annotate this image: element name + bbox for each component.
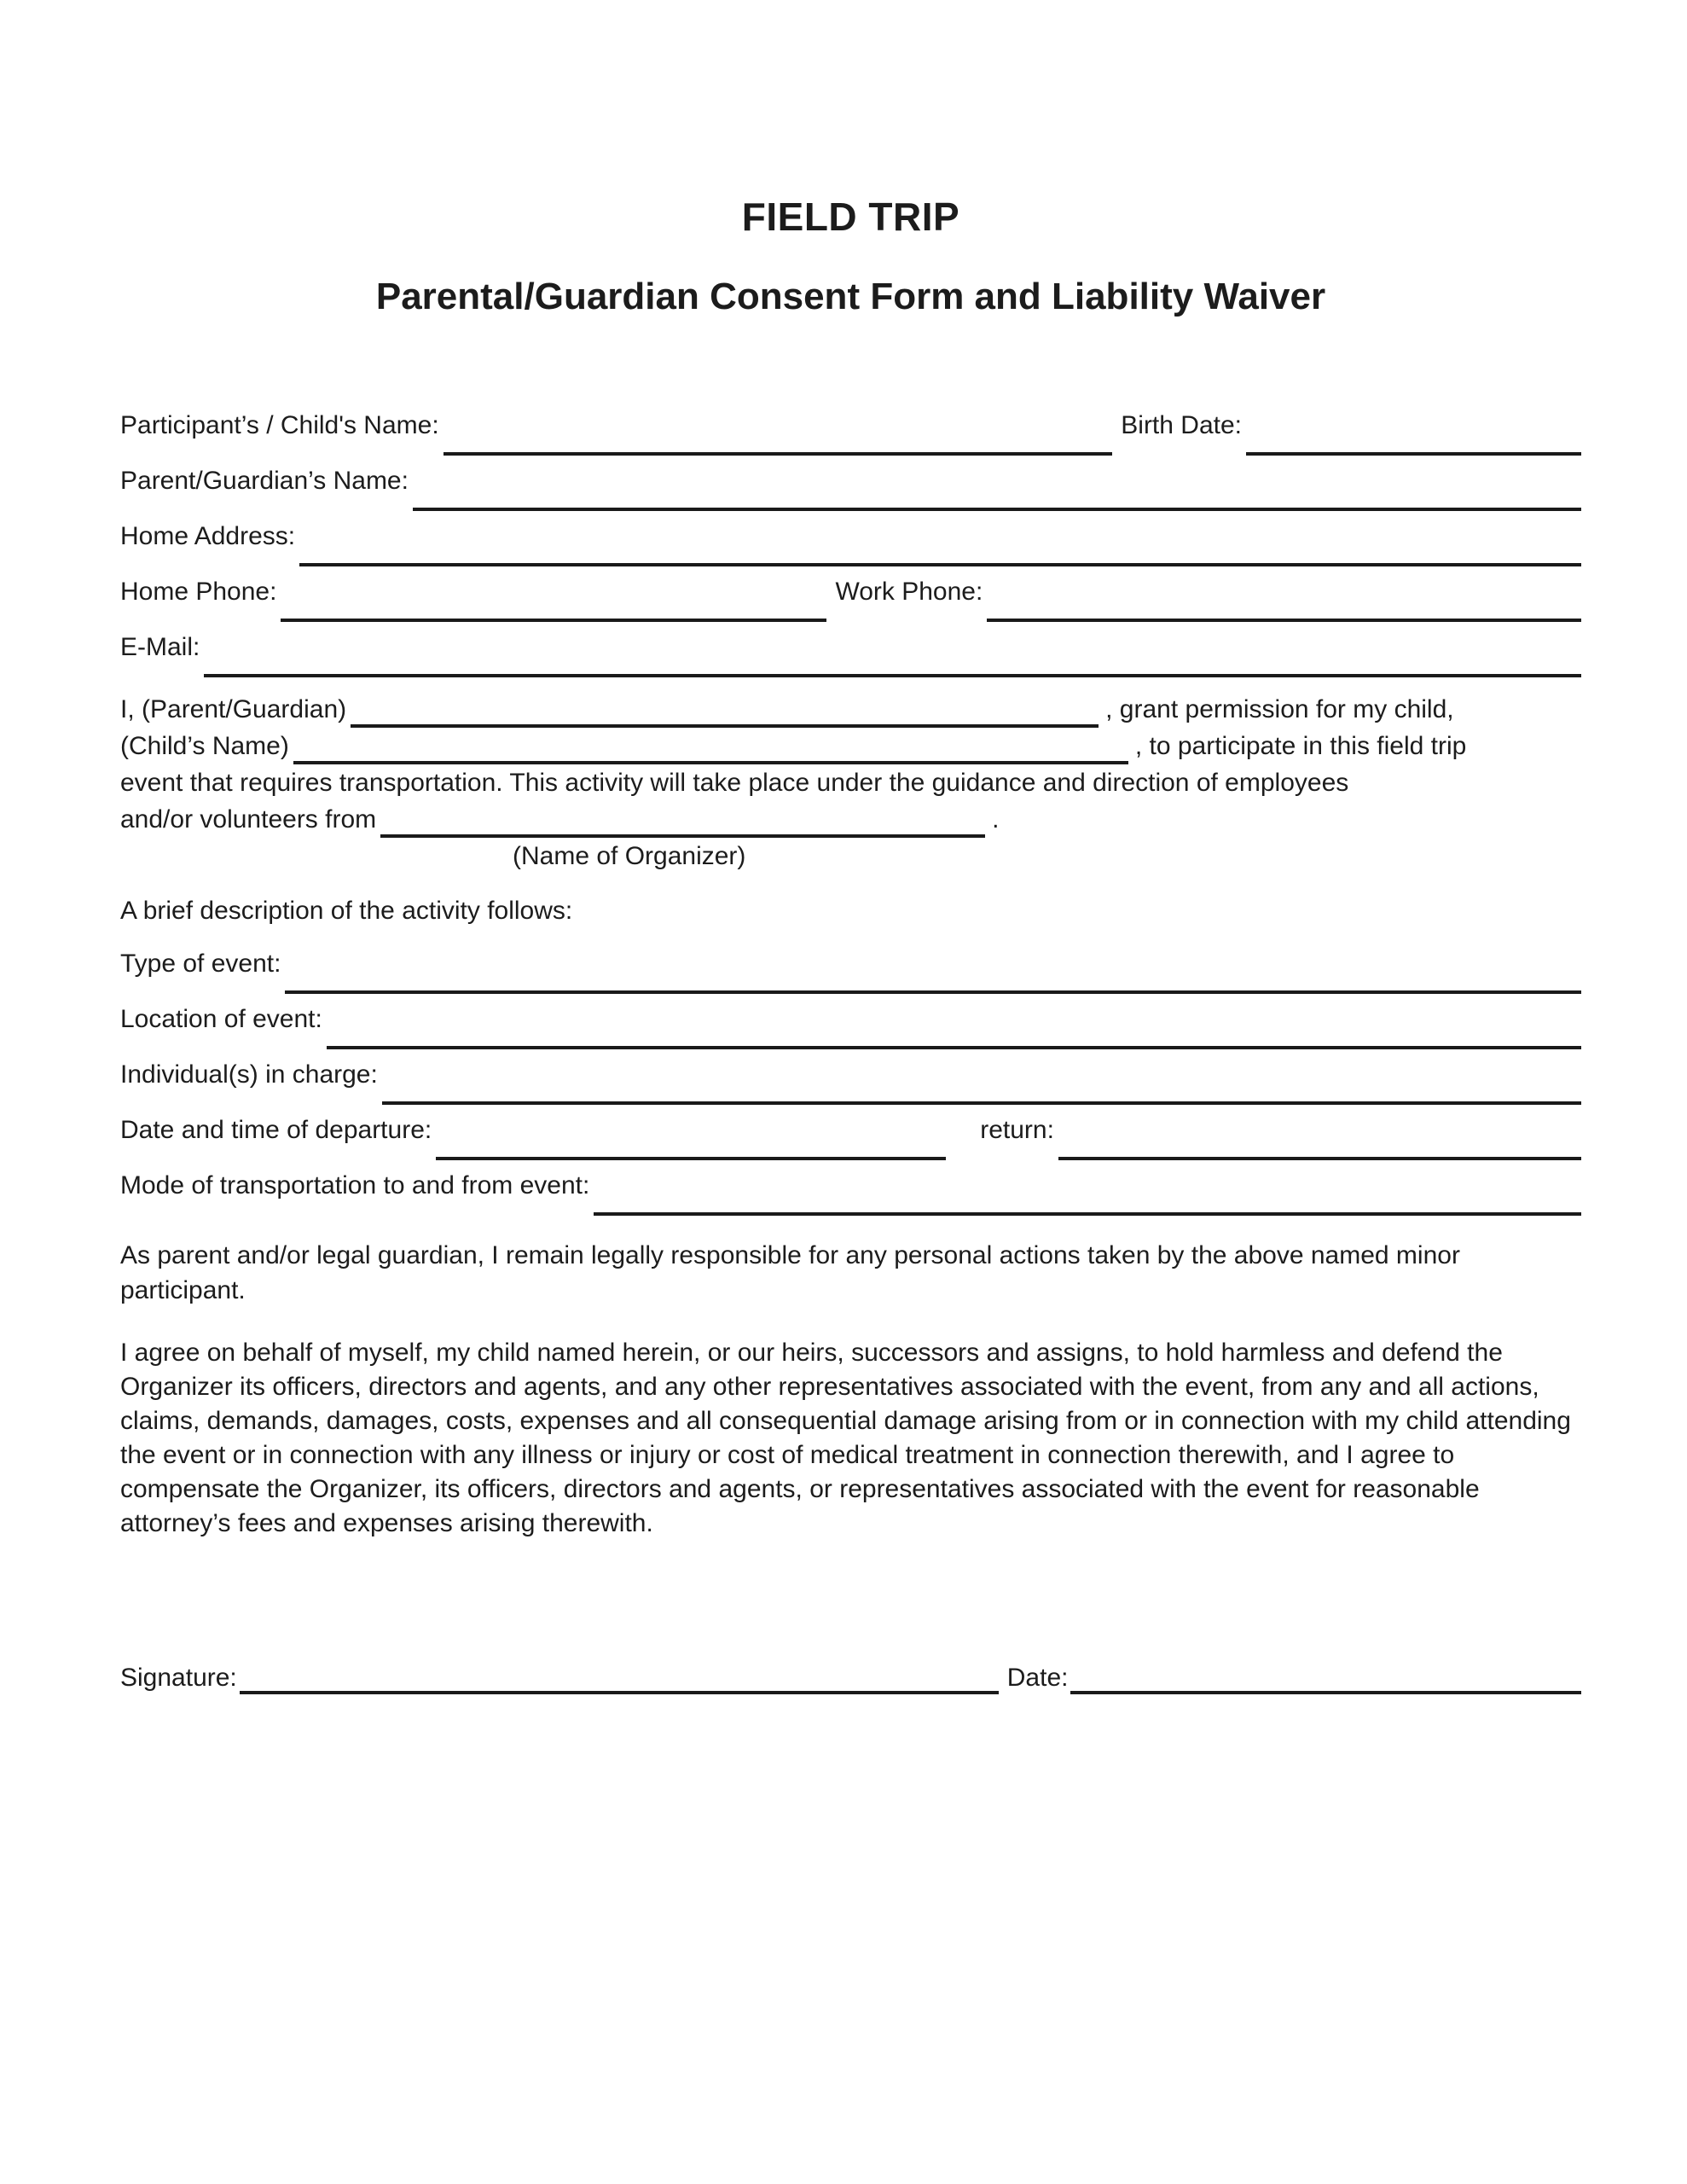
parent-guardian-name-row — [120, 465, 1581, 497]
transportation-mode-row — [120, 1170, 1581, 1202]
permission-line-2 — [120, 728, 1581, 764]
individuals-in-charge-label: Individual(s) in charge: — [120, 1060, 378, 1089]
birth-date-label: Birth Date: — [1121, 411, 1242, 439]
permission-line-3 — [120, 764, 1581, 801]
participant-name-row — [120, 410, 1581, 442]
activity-details-section — [120, 948, 1581, 1202]
parent-guardian-inline-field[interactable] — [351, 724, 1099, 728]
type-of-event-label: Type of event: — [120, 950, 281, 978]
signature-field[interactable] — [240, 1691, 999, 1694]
participant-name-field[interactable] — [443, 452, 1113, 456]
activity-intro: A brief description of the activity follows: — [120, 897, 573, 925]
transportation-mode-field[interactable] — [594, 1212, 1581, 1216]
signature-row — [120, 1662, 1581, 1694]
work-phone-field[interactable] — [987, 619, 1581, 622]
departure-return-row — [120, 1114, 1581, 1147]
home-address-field[interactable] — [299, 563, 1581, 566]
permission-line1-continuation: , grant permission for my child, — [1105, 695, 1454, 723]
signature-label: Signature: — [120, 1664, 237, 1692]
individuals-in-charge-field[interactable] — [382, 1101, 1581, 1105]
parent-guardian-name-field[interactable] — [413, 508, 1581, 511]
organizer-caption: (Name of Organizer) — [513, 842, 746, 870]
birth-date-field[interactable] — [1246, 452, 1581, 456]
home-address-row — [120, 520, 1581, 553]
type-of-event-field[interactable] — [285, 990, 1581, 994]
permission-line-4 — [120, 801, 1581, 838]
legal-paragraph-hold-harmless: I agree on behalf of myself, my child named herein, or our heirs, successors and assigns, to hold harmless and defend the Organizer its officers, directors and agents, and any other representatives associated with the event, from any and all actions, claims, demands, damages, costs, expenses and all consequential damage arising from or in connection with my child attending the event or in connection with any illness or injury or cost of medical treatment in connection therewith, and I agree to compensate the Organizer, its officers, directors and agents, or representatives associated with the event for reasonable attorney’s fees and expenses arising therewith. — [120, 1339, 1571, 1537]
home-phone-label: Home Phone: — [120, 578, 277, 606]
email-row — [120, 631, 1581, 664]
participant-name-label: Participant’s / Child's Name: — [120, 411, 439, 439]
location-of-event-field[interactable] — [327, 1046, 1581, 1049]
home-phone-field[interactable] — [281, 619, 826, 622]
email-label: E-Mail: — [120, 633, 200, 661]
parent-guardian-name-label: Parent/Guardian’s Name: — [120, 467, 409, 495]
individuals-in-charge-row — [120, 1059, 1581, 1091]
location-of-event-label: Location of event: — [120, 1005, 322, 1033]
contact-info-section — [120, 410, 1581, 664]
transportation-mode-label: Mode of transportation to and from event: — [120, 1171, 590, 1199]
home-address-label: Home Address: — [120, 522, 296, 550]
permission-statement — [120, 691, 1581, 874]
permission-line1-text: I, (Parent/Guardian) — [120, 695, 347, 723]
permission-line4-period: . — [992, 805, 1000, 834]
return-datetime-field[interactable] — [1058, 1157, 1581, 1160]
permission-line2-continuation: , to participate in this field trip — [1134, 732, 1467, 760]
phone-row — [120, 576, 1581, 608]
type-of-event-row — [120, 948, 1581, 980]
departure-label: Date and time of departure: — [120, 1116, 432, 1144]
form-subtitle: Parental/Guardian Consent Form and Liability Waiver — [375, 276, 1326, 317]
departure-datetime-field[interactable] — [436, 1157, 946, 1160]
form-title: FIELD TRIP — [741, 195, 960, 239]
permission-line-1 — [120, 691, 1581, 728]
permission-line3-text: event that requires transportation. This activity will take place under the guidance and direction of employees — [120, 769, 1349, 797]
legal-paragraph-responsibility: As parent and/or legal guardian, I remain legally responsible for any personal actions taken by the above named minor participant. — [120, 1241, 1460, 1304]
date-label: Date: — [1006, 1664, 1069, 1692]
work-phone-label: Work Phone: — [835, 578, 983, 606]
date-field[interactable] — [1070, 1691, 1581, 1694]
permission-line2-text: (Child’s Name) — [120, 732, 289, 760]
permission-line4-text: and/or volunteers from — [120, 805, 377, 834]
email-field[interactable] — [204, 674, 1581, 677]
return-label: return: — [980, 1116, 1054, 1144]
location-of-event-row — [120, 1003, 1581, 1036]
